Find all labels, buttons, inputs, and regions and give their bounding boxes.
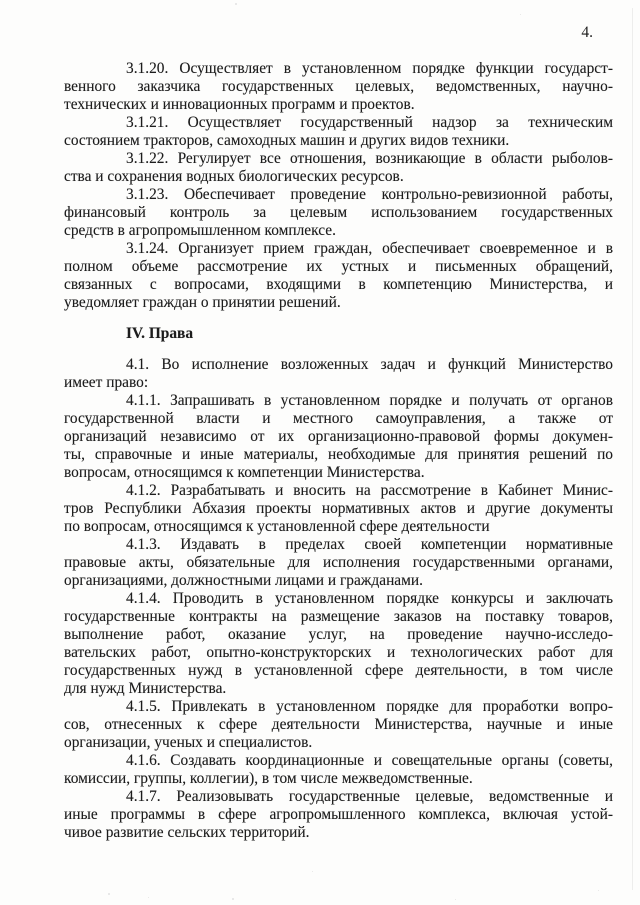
text-line: выполнение работ, оказание услуг, на проведение научно-исследо-	[64, 626, 613, 643]
scan-speckle	[520, 14, 521, 15]
text-line: иные программы в сфере агропромышленного комплекса, включая устой-	[64, 806, 613, 823]
text-line: государственные контракты на размещение заказов на поставку товаров,	[64, 608, 613, 625]
text-line: 4.1. Во исполнение возложенных задач и функций Министерство	[126, 356, 613, 373]
text-line: полном объеме рассмотрение их устных и письменных обращений,	[64, 258, 613, 275]
paragraph	[64, 590, 613, 698]
text-line: связанных с вопросами, входящими в компетенцию Министерства, и	[64, 276, 613, 293]
text-line: по вопросам, относящимся к установленной сфере деятельности	[64, 518, 490, 535]
text-line: 3.1.23. Обеспечивает проведение контрольно-ревизионной работы,	[126, 186, 613, 203]
paragraph	[64, 60, 613, 114]
text-line: организации, ученых и специалистов.	[64, 734, 313, 751]
text-line: ства и сохранения водных биологических ресурсов.	[64, 168, 404, 185]
text-line: 3.1.20. Осуществляет в установленном порядке функции государст-	[126, 60, 613, 77]
text-line: имеет право:	[64, 374, 149, 391]
paragraph	[64, 356, 613, 392]
text-line: для нужд Министерства.	[64, 680, 227, 697]
paragraph	[64, 186, 613, 240]
paragraph	[64, 536, 613, 590]
text-line: чивое развитие сельских территорий.	[64, 824, 310, 841]
text-line: вательских работ, опытно-конструкторских и технологических работ для	[64, 644, 613, 661]
paragraph	[64, 114, 613, 150]
scan-speckle	[235, 3, 237, 5]
text-line: венного заказчика государственных целевых, ведомственных, научно-	[64, 78, 613, 95]
text-line: 4.1.2. Разрабатывать и вносить на рассмотрение в Кабинет Минис-	[126, 482, 613, 499]
text-line: правовые акты, обязательные для исполнения государственными органами,	[64, 554, 613, 571]
text-line: комиссии, группы, коллегии), в том числе межведомственные.	[64, 770, 473, 787]
text-line: организаций независимо от их организационно-правовой формы докумен-	[64, 428, 613, 445]
text-line: 4.1.7. Реализовывать государственные целевые, ведомственные и	[126, 788, 613, 805]
scan-speckle	[598, 890, 599, 891]
text-line: уведомляет граждан о принятии решений.	[64, 294, 341, 311]
text-line: финансовый контроль за целевым использованием государственных	[64, 204, 613, 221]
paragraph	[64, 752, 613, 788]
text-line: средств в агропромышленном комплексе.	[64, 222, 336, 239]
text-line: организациями, должностными лицами и гражданами.	[64, 572, 423, 589]
page-number: 4.	[581, 24, 593, 41]
paragraph	[64, 150, 613, 186]
text-line: 4.1.6. Создавать координационные и совещательные органы (советы,	[126, 752, 613, 769]
paragraph	[64, 482, 613, 536]
paragraph	[64, 240, 613, 312]
paragraph	[64, 392, 613, 482]
text-line: 4.1.3. Издавать в пределах своей компетенции нормативные	[126, 536, 613, 553]
scan-speckle	[232, 898, 234, 900]
section-heading	[64, 325, 613, 343]
scan-speckle	[108, 893, 110, 895]
text-line: сов, отнесенных к сфере деятельности Министерства, научные и иные	[64, 716, 613, 733]
paragraph	[64, 788, 613, 842]
document-body	[64, 60, 613, 842]
text-line: технических и инновационных программ и проектов.	[64, 96, 415, 113]
scan-speckle	[455, 899, 456, 900]
text-line: 3.1.21. Осуществляет государственный надзор за техническим	[126, 114, 613, 131]
text-line: 4.1.5. Привлекать в установленном порядке для проработки вопро-	[126, 698, 613, 715]
text-line: IV. Права	[126, 325, 194, 342]
scan-edge-artifact	[632, 8, 633, 890]
text-line: вопросам, относящимся к компетенции Министерства.	[64, 464, 425, 481]
text-line: ты, справочные и иные материалы, необходимые для принятия решений по	[64, 446, 613, 463]
text-line: 3.1.24. Организует прием граждан, обеспечивает своевременное и в	[126, 240, 613, 257]
text-line: тров Республики Абхазия проекты нормативных актов и другие документы	[64, 500, 613, 517]
text-line: 4.1.4. Проводить в установленном порядке конкурсы и заключать	[126, 590, 613, 607]
scan-speckle	[312, 871, 313, 872]
text-line: 4.1.1. Запрашивать в установленном порядке и получать от органов	[126, 392, 613, 409]
scan-speckle	[148, 897, 149, 898]
text-line: государственных нужд в установленной сфере деятельности, в том числе	[64, 662, 613, 679]
text-line: состоянием тракторов, самоходных машин и других видов техники.	[64, 132, 510, 149]
text-line: 3.1.22. Регулирует все отношения, возникающие в области рыболов-	[126, 150, 613, 167]
paragraph	[64, 698, 613, 752]
text-line: государственной власти и местного самоуправления, а также от	[64, 410, 613, 427]
